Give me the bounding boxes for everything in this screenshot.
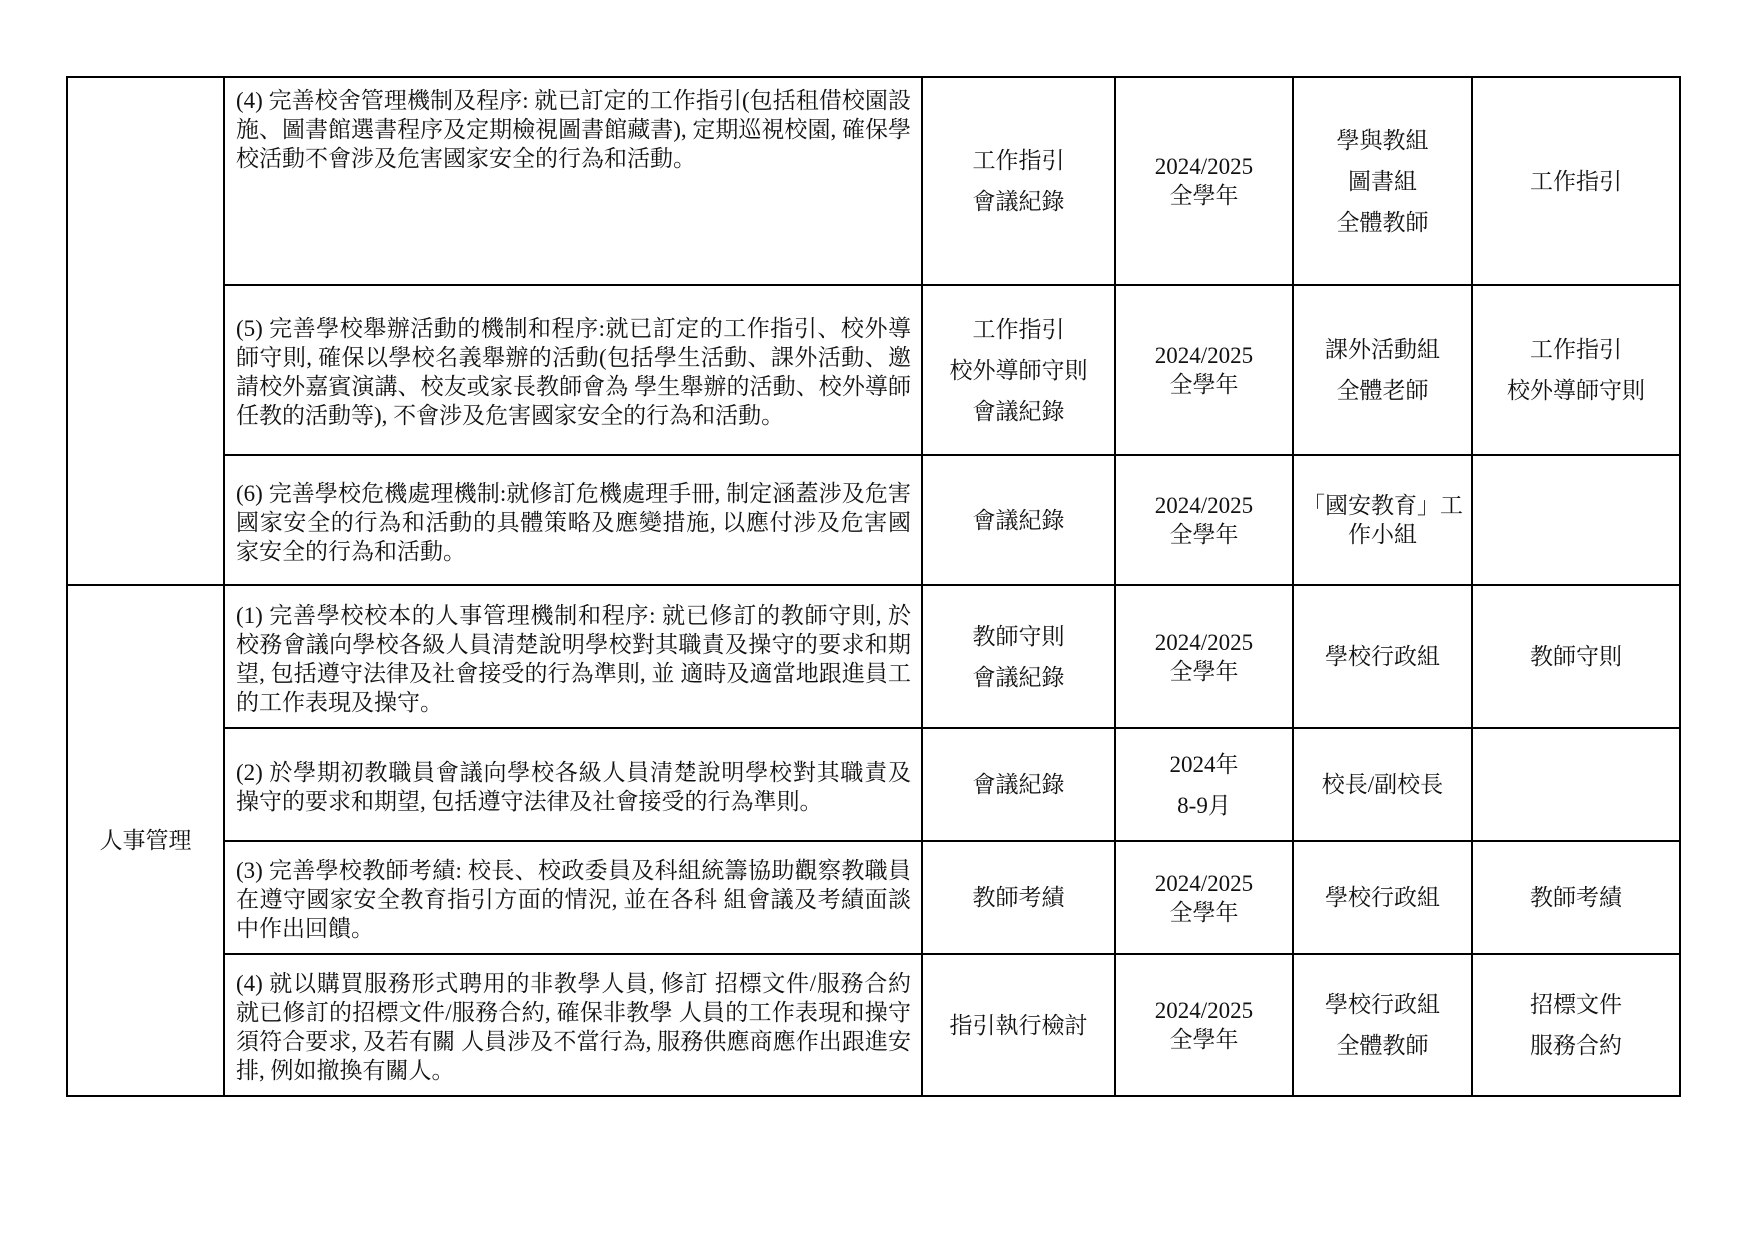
responsible-line: 「國安教育」工 <box>1302 493 1463 518</box>
period-line: 2024/2025 <box>1154 998 1254 1023</box>
period-line: 2024/2025 <box>1154 493 1254 518</box>
evidence-line: 工作指引 <box>972 316 1065 342</box>
table-row <box>67 77 1680 285</box>
evidence-line: 會議紀錄 <box>972 398 1065 424</box>
responsible-cell <box>1293 954 1472 1096</box>
documents-cell <box>1472 954 1680 1096</box>
evidence-line: 會議紀錄 <box>972 189 1065 214</box>
table-row <box>67 455 1680 585</box>
period-line: 8-9月 <box>1177 792 1231 818</box>
area-cell-blank <box>67 77 224 585</box>
task-cell: (2) 於學期初教職員會議向學校各級人員清楚說明學校對其職責及操守的要求和期望, 包括遵守法律及社會接受的行為準則。 <box>224 728 922 841</box>
period-line: 2024/2025 <box>1154 343 1254 368</box>
documents-cell <box>1472 77 1680 285</box>
documents-line: 工作指引 <box>1530 337 1622 362</box>
responsible-cell <box>1293 585 1472 728</box>
evidence-cell <box>922 954 1115 1096</box>
period-cell <box>1115 728 1293 841</box>
period-line: 2024/2025 <box>1154 154 1254 179</box>
responsible-cell <box>1293 728 1472 841</box>
evidence-line: 校外導師守則 <box>949 357 1088 383</box>
responsible-cell <box>1293 841 1472 954</box>
evidence-cell <box>922 728 1115 841</box>
evidence-line: 指引執行檢討 <box>949 1012 1088 1038</box>
responsible-line: 校長/副校長 <box>1321 772 1444 797</box>
evidence-cell <box>922 455 1115 585</box>
responsible-line: 圖書組 <box>1348 168 1417 194</box>
period-cell <box>1115 954 1293 1096</box>
period-line: 2024/2025 <box>1154 870 1254 896</box>
period-line: 全學年 <box>1169 522 1239 547</box>
responsible-line: 全體老師 <box>1336 378 1429 403</box>
responsible-line: 學校行政組 <box>1325 644 1440 669</box>
evidence-line: 會議紀錄 <box>972 507 1065 533</box>
responsible-line: 學與教組 <box>1336 127 1429 153</box>
task-cell: (3) 完善學校教師考績: 校長、校政委員及科組統籌協助觀察教職員在遵守國家安全教育指引方面的情況, 並在各科 組會議及考績面談中作出回饋。 <box>224 841 922 954</box>
documents-line: 服務合約 <box>1530 1033 1622 1058</box>
table-row <box>67 585 1680 728</box>
evidence-cell <box>922 77 1115 285</box>
period-cell <box>1115 77 1293 285</box>
responsible-line: 全體教師 <box>1336 209 1429 235</box>
table-row <box>67 728 1680 841</box>
evidence-line: 教師考績 <box>972 885 1065 910</box>
period-line: 2024/2025 <box>1154 629 1254 655</box>
evidence-line: 會議紀錄 <box>972 772 1065 797</box>
evidence-line: 工作指引 <box>972 148 1065 173</box>
documents-cell-empty <box>1472 728 1680 841</box>
documents-line: 教師考績 <box>1530 885 1622 910</box>
task-cell: (4) 就以購買服務形式聘用的非教學人員, 修訂 招標文件/服務合約 就已修訂的招標文件/服務合約, 確保非教學 人員的工作表現和操守須符合要求, 及若有關 人員涉及不當行為, 服務供應商應作出跟進安排, 例如撤換有關人。 <box>224 954 922 1096</box>
evidence-line: 教師守則 <box>972 623 1065 649</box>
table-row <box>67 285 1680 455</box>
responsible-cell <box>1293 77 1472 285</box>
task-cell: (1) 完善學校校本的人事管理機制和程序: 就已修訂的教師守則, 於校務會議向學校各級人員清楚說明學校對其職責及操守的要求和期望, 包括遵守法律及社會接受的行為準則, 並 適時及適當地跟進員工的工作表現及操守。 <box>224 585 922 728</box>
documents-line: 教師守則 <box>1530 644 1622 669</box>
period-line: 2024年 <box>1169 751 1239 777</box>
period-line: 全學年 <box>1169 1027 1239 1052</box>
responsible-line: 課外活動組 <box>1325 337 1440 362</box>
task-cell: (5) 完善學校舉辦活動的機制和程序:就已訂定的工作指引、校外導師守則, 確保以學校名義舉辦的活動(包括學生活動、課外活動、邀請校外嘉賓演講、校友或家長教師會為 學生舉辦的活動、校外導師任教的活動等), 不會涉及危害國家安全的行為和活動。 <box>224 285 922 455</box>
documents-line: 招標文件 <box>1530 992 1622 1017</box>
documents-cell <box>1472 841 1680 954</box>
period-cell <box>1115 585 1293 728</box>
documents-line: 工作指引 <box>1530 168 1622 194</box>
documents-cell <box>1472 585 1680 728</box>
period-line: 全學年 <box>1169 372 1239 397</box>
responsible-line: 全體教師 <box>1336 1033 1429 1058</box>
documents-cell-empty <box>1472 455 1680 585</box>
period-cell <box>1115 841 1293 954</box>
period-line: 全學年 <box>1169 183 1239 208</box>
responsible-line: 學校行政組 <box>1325 992 1440 1017</box>
responsible-cell <box>1293 285 1472 455</box>
documents-cell <box>1472 285 1680 455</box>
evidence-cell <box>922 841 1115 954</box>
school-plan-table <box>66 76 1681 1097</box>
period-cell <box>1115 455 1293 585</box>
table-row <box>67 954 1680 1096</box>
evidence-cell <box>922 585 1115 728</box>
period-cell <box>1115 285 1293 455</box>
evidence-line: 會議紀錄 <box>972 664 1065 690</box>
table-row <box>67 841 1680 954</box>
task-cell: (6) 完善學校危機處理機制:就修訂危機處理手冊, 制定涵蓋涉及危害國家安全的行為和活動的具體策略及應變措施, 以應付涉及危害國家安全的行為和活動。 <box>224 455 922 585</box>
period-line: 全學年 <box>1169 658 1239 684</box>
responsible-line: 作小組 <box>1348 522 1417 547</box>
task-cell: (4) 完善校舍管理機制及程序: 就已訂定的工作指引(包括租借校園設施、圖書館選書程序及定期檢視圖書館藏書), 定期巡視校園, 確保學校活動不會涉及危害國家安全的行為和活動。 <box>224 77 922 285</box>
period-line: 全學年 <box>1169 899 1239 925</box>
documents-line: 校外導師守則 <box>1507 378 1645 403</box>
evidence-cell <box>922 285 1115 455</box>
responsible-cell <box>1293 455 1472 585</box>
responsible-line: 學校行政組 <box>1325 885 1440 910</box>
area-cell-personnel: 人事管理 <box>67 585 224 1096</box>
